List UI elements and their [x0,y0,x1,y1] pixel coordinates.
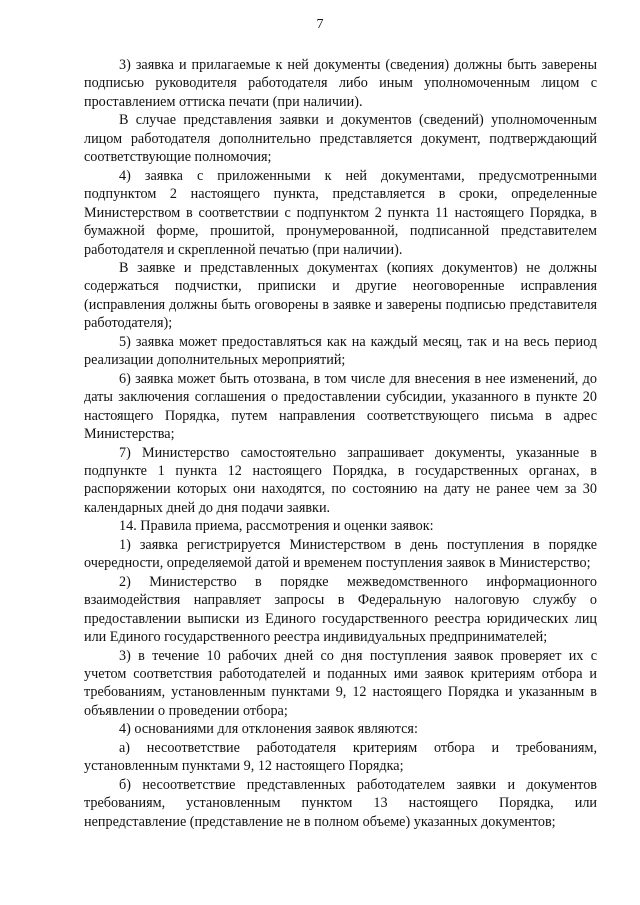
paragraph-item-5-period: 5) заявка может предоставляться как на каждый месяц, так и на весь период реализации дополнительных мероприятий; [84,333,597,369]
paragraph-rule-1-registration: 1) заявка регистрируется Министерством в день поступления в порядке очередности, определяемой датой и временем поступления заявок в Министерство; [84,536,597,572]
paragraph-ground-a: а) несоответствие работодателя критериям отбора и требованиям, установленным пунктами 9, 12 настоящего Порядка; [84,739,597,775]
paragraph-section-14-heading: 14. Правила приема, рассмотрения и оценки заявок: [119,518,434,535]
paragraph-item-7-requests: 7) Министерство самостоятельно запрашивает документы, указанные в подпункте 1 пункта 12 настоящего Порядка, в государственных органах, в распоряжении которых они находятся, по состоянию на дату не ранее чем за 30 календарных дней до дня подачи заявки. [84,444,597,516]
document-body [84,56,597,831]
paragraph-item-3-certification: 3) заявка и прилагаемые к ней документы (сведения) должны быть заверены подписью руководителя работодателя либо иным уполномоченным лицом с проставлением оттиска печати (при наличии). [84,57,597,110]
page-number: 7 [316,17,324,32]
paragraph-ground-b: б) несоответствие представленных работодателем заявки и документов требованиям, установленным пунктом 13 настоящего Порядка, или непредставление (представление не в полном объеме) указанных документов; [84,776,597,830]
paragraph-rule-4-grounds: 4) основаниями для отклонения заявок являются: [119,721,418,738]
paragraph-item-4-submission: 4) заявка с приложенными к ней документами, предусмотренными подпунктом 2 настоящего пункта, представляется в сроки, определенные Министерством в соответствии с подпунктом 2 пункта 11 настоящего Порядка, в бумажной форме, прошитой, пронумерованной, подписанной представителем работодателя и скрепленной печатью (при наличии). [84,167,597,258]
paragraph-item-6-withdrawal: 6) заявка может быть отозвана, в том числе для внесения в нее изменений, до даты заключения соглашения о предоставлении субсидии, указанного в пункте 20 настоящего Порядка, путем направления соответствующего письма в адрес Министерства; [84,370,597,443]
paragraph-authorized-person: В случае представления заявки и документов (сведений) уполномоченным лицом работодателя дополнительно представляется документ, подтверждающий соответствующие полномочия; [84,112,597,166]
paragraph-rule-2-interagency: 2) Министерство в порядке межведомственного информационного взаимодействия направляет запросы в Федеральную налоговую службу о предоставлении выписки из Единого государственного реестра юридических лиц или Единого государственного реестра индивидуальных предпринимателей; [84,573,597,646]
paragraph-rule-3-review: 3) в течение 10 рабочих дней со дня поступления заявок проверяет их с учетом соответствия работодателей и поданных ими заявок критериям отбора и требованиям, установленным пунктами 9, 12 настоящего Порядка и указанным в объявлении о проведении отбора; [84,647,597,719]
paragraph-no-corrections: В заявке и представленных документах (копиях документов) не должны содержаться подчистки, приписки и другие неоговоренные исправления (исправления должны быть оговорены в заявке и заверены подписью представителя работодателя); [84,259,597,332]
